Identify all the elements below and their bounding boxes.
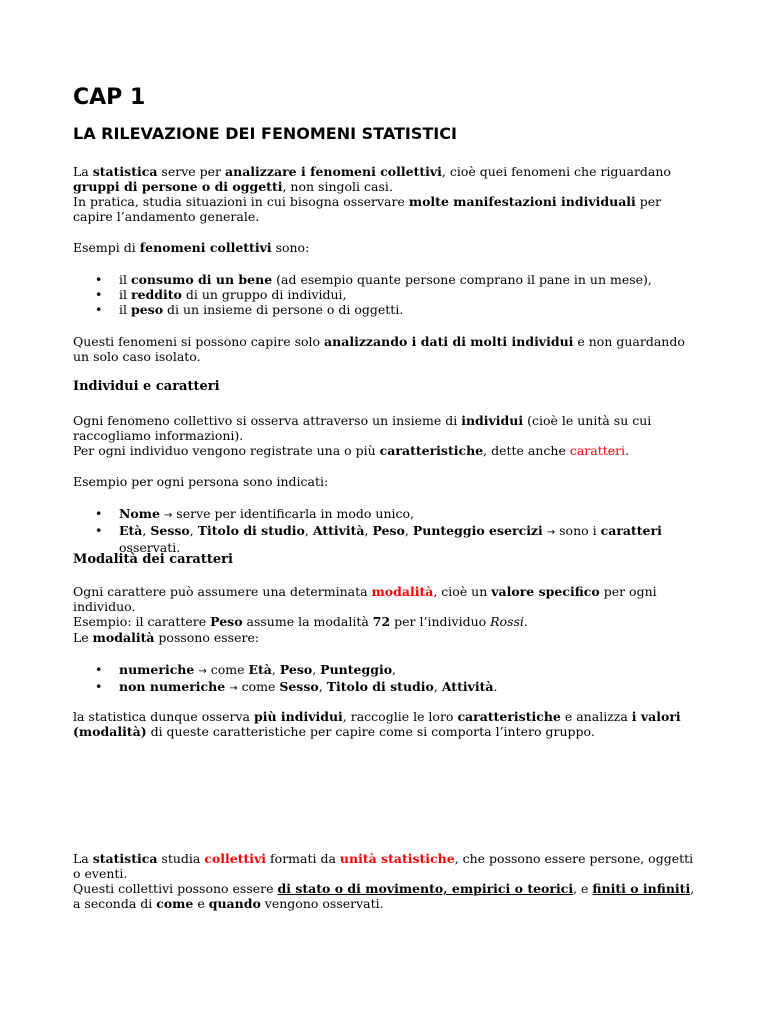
esempio-lead: Esempio per ogni persona sono indicati: bbox=[73, 474, 329, 489]
individui-paragraph: Ogni fenomeno collettivo si osserva attraverso un insieme di individui (cioè le unità su cui raccogliamo informazioni). Per ogni individuo vengono registrate una o più caratteristiche, dette anche caratteri. bbox=[73, 413, 652, 458]
examples-list bbox=[73, 272, 695, 317]
list-item: • il consumo di un bene (ad esempio quante persone comprano il pane in un mese), bbox=[95, 272, 652, 287]
summary-paragraph: la statistica dunque osserva più individui, raccoglie le loro caratteristiche e analizza i valori (modalità) di queste caratteristiche per capire come si comporta l’intero gruppo. bbox=[73, 709, 681, 739]
list-item: • numeriche → come Età, Peso, Punteggio, bbox=[95, 662, 397, 677]
intro-paragraph: La statistica serve per analizzare i fenomeni collettivi, cioè quei fenomeni che riguardano gruppi di persone o di oggetti, non singoli casi. In pratica, studia situazioni in cui bisogna osservare molte manifestazioni individuali per capire l’andamento generale. bbox=[73, 164, 671, 224]
list-item: • non numeriche → come Sesso, Titolo di studio, Attività. bbox=[95, 679, 498, 694]
caratteri-list bbox=[73, 506, 695, 555]
list-item: • il reddito di un gruppo di individui, bbox=[95, 287, 347, 302]
modalita-paragraph: Ogni carattere può assumere una determinata modalità, cioè un valore specifico per ogni individuo. Esempio: il carattere Peso assume la modalità 72 per l’individuo Rossi. bbox=[73, 584, 657, 629]
section-heading-modalita: Modalità dei caratteri bbox=[73, 552, 233, 567]
list-item: • Nome → serve per identificarla in modo unico, bbox=[95, 506, 415, 521]
examples-lead: Esempi di fenomeni collettivi sono: bbox=[73, 240, 310, 255]
chapter-subtitle: LA RILEVAZIONE DEI FENOMENI STATISTICI bbox=[73, 124, 457, 143]
closing-paragraph: La statistica studia collettivi formati da unità statistiche, che possono essere persone, oggetti o eventi. Questi collettivi possono essere di stato o di movimento, empirici o teorici, e finiti o infiniti, a seconda di come e quando vengono osservati. bbox=[73, 851, 695, 911]
chapter-title: CAP 1 bbox=[73, 85, 146, 110]
list-item: • il peso di un insieme di persone o di oggetti. bbox=[95, 302, 404, 317]
section-heading-individui: Individui e caratteri bbox=[73, 379, 220, 394]
list-item: • Età, Sesso, Titolo di studio, Attività, Peso, Punteggio esercizi → sono i caratteri osservati. bbox=[95, 523, 662, 555]
modalita-list bbox=[73, 662, 695, 696]
questi-paragraph: Questi fenomeni si possono capire solo analizzando i dati di molti individui e non guardando un solo caso isolato. bbox=[73, 334, 685, 364]
modalita-lead: Le modalità possono essere: bbox=[73, 630, 260, 645]
